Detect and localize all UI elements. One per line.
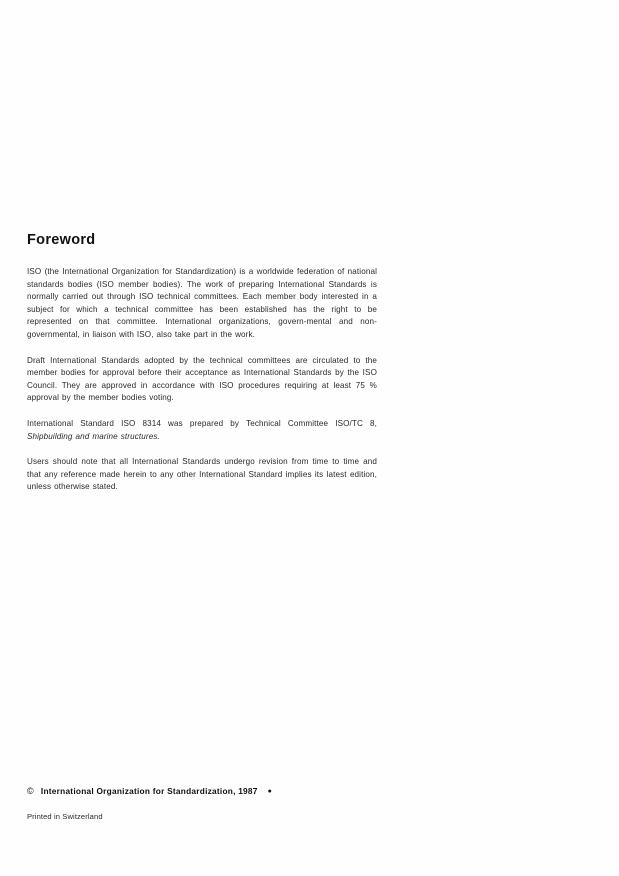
copyright-line	[27, 786, 447, 796]
copyright-icon: ©	[27, 786, 34, 796]
foreword-section	[27, 232, 377, 494]
paragraph-2: Draft International Standards adopted by the technical committees are circulated to the member bodies for approval before their acceptance as International Standards by the ISO Council. They are approved in accordance with ISO procedures requiring at least 75 % approval by the member bodies voting.	[27, 355, 377, 403]
paragraph-3-text: International Standard ISO 8314 was prepared by Technical Committee ISO/TC 8,	[27, 418, 377, 428]
committee-scope-title: Shipbuilding and marine structures.	[27, 431, 160, 441]
page-title: Foreword	[27, 232, 96, 248]
copyright-footer	[27, 786, 447, 796]
bullet-icon: ●	[267, 788, 273, 795]
paragraph-4: Users should note that all International Standards undergo revision from time to time and that any reference made herein to any other International Standard implies its latest edition, unless otherwise stated.	[27, 457, 377, 492]
paragraph-3	[27, 418, 377, 443]
paragraph-1: ISO (the International Organization for Standardization) is a worldwide federation of national standards bodies (ISO member bodies). The work of preparing International Standards is normally carried out through ISO technical committees. Each member body interested in a subject for which a technical committee has been established has the right to be represented on that committee. International organizations, govern-mental and non-governmental, in liaison with ISO, also take part in the work.	[27, 267, 377, 339]
copyright-text: International Organization for Standardization, 1987	[40, 786, 258, 796]
printed-in-text: Printed in Switzerland	[27, 812, 103, 821]
